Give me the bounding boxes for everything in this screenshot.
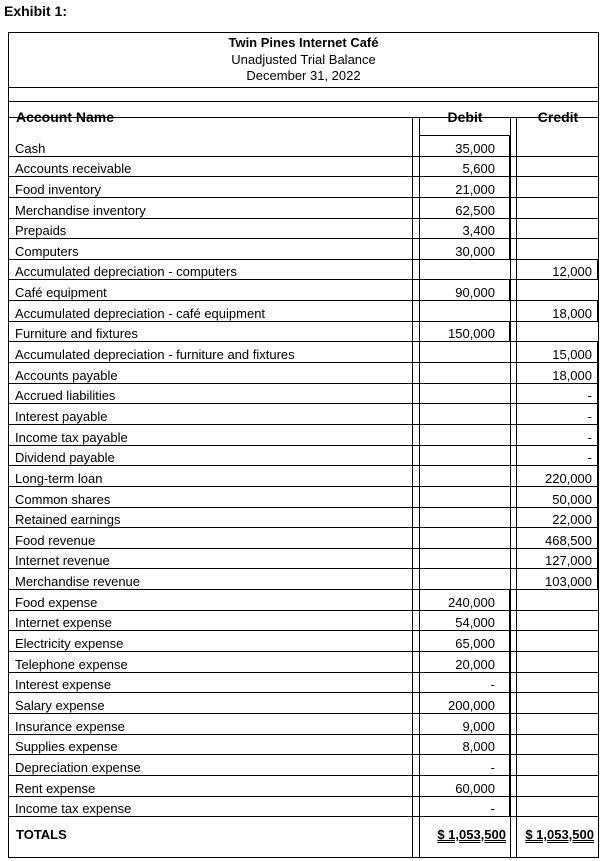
- account-rows: [9, 136, 598, 817]
- table-row: [9, 652, 598, 673]
- table-row: [9, 322, 598, 343]
- table-row: [9, 611, 598, 632]
- table-row: [9, 157, 598, 178]
- credit-amount: 127,000: [545, 553, 592, 569]
- credit-amount: 22,000: [552, 512, 592, 528]
- debit-amount: 62,500: [455, 202, 495, 218]
- statement-title: Unadjusted Trial Balance: [231, 51, 376, 67]
- debit-amount: -: [490, 801, 495, 817]
- account-name: Computers: [15, 243, 79, 259]
- credit-amount: 468,500: [545, 532, 592, 548]
- debit-amount: -: [490, 759, 495, 775]
- account-name: Prepaids: [15, 223, 67, 239]
- totals-debit: $ 1,053,500: [437, 827, 506, 842]
- debit-amount: 30,000: [455, 243, 495, 259]
- account-name: Income tax expense: [15, 801, 132, 817]
- account-name: Supplies expense: [15, 739, 118, 755]
- debit-amount: 9,000: [462, 718, 495, 734]
- table-row: [9, 239, 598, 260]
- account-name: Merchandise revenue: [15, 574, 141, 590]
- account-name: Cash: [15, 140, 46, 156]
- account-name: Café equipment: [15, 285, 107, 301]
- trial-balance-table: [8, 32, 599, 858]
- account-name: Rent expense: [15, 780, 96, 796]
- table-row: [9, 404, 598, 425]
- account-name: Insurance expense: [15, 718, 125, 734]
- table-row: [9, 569, 598, 590]
- account-name: Accumulated depreciation - furniture and fixtures: [15, 347, 295, 363]
- table-row: [9, 755, 598, 776]
- table-row: [9, 177, 598, 198]
- header-divider: [9, 87, 598, 88]
- table-row: [9, 280, 598, 301]
- table-row: [9, 673, 598, 694]
- credit-amount: 18,000: [552, 305, 592, 321]
- credit-amount: -: [587, 388, 592, 404]
- credit-amount: -: [587, 429, 592, 445]
- table-row: [9, 776, 598, 797]
- table-row: [9, 260, 598, 281]
- account-name: Food revenue: [15, 532, 96, 548]
- account-name: Accounts receivable: [15, 161, 132, 177]
- debit-amount: 54,000: [455, 615, 495, 631]
- column-header-debit: Debit: [447, 109, 483, 125]
- table-row: [9, 631, 598, 652]
- table-row: [9, 528, 598, 549]
- table-row: [9, 446, 598, 467]
- account-name: Telephone expense: [15, 656, 128, 672]
- table-row: [9, 590, 598, 611]
- debit-amount: 8,000: [462, 739, 495, 755]
- debit-amount: 90,000: [455, 285, 495, 301]
- account-name: Income tax payable: [15, 429, 128, 445]
- spacer-divider: [9, 101, 598, 102]
- table-row: [9, 508, 598, 529]
- table-row: [9, 342, 598, 363]
- credit-amount: 15,000: [552, 347, 592, 363]
- credit-amount: -: [587, 408, 592, 424]
- account-name: Dividend payable: [15, 450, 115, 466]
- table-row: [9, 219, 598, 240]
- debit-amount: 240,000: [448, 594, 495, 610]
- debit-amount: 60,000: [455, 780, 495, 796]
- account-name: Accumulated depreciation - computers: [15, 264, 237, 280]
- debit-amount: 20,000: [455, 656, 495, 672]
- account-name: Electricity expense: [15, 636, 124, 652]
- account-name: Furniture and fixtures: [15, 326, 138, 342]
- account-name: Long-term loan: [15, 470, 103, 486]
- totals-credit: $ 1,053,500: [525, 827, 594, 842]
- table-row: [9, 425, 598, 446]
- debit-amount: 200,000: [448, 697, 495, 713]
- credit-amount: -: [587, 450, 592, 466]
- table-row: [9, 466, 598, 487]
- account-name: Food inventory: [15, 181, 101, 197]
- credit-amount: 220,000: [545, 470, 592, 486]
- table-row: [9, 714, 598, 735]
- account-name: Food expense: [15, 594, 98, 610]
- account-name: Interest payable: [15, 408, 108, 424]
- company-name: Twin Pines Internet Café: [228, 35, 379, 50]
- totals-row: [9, 825, 598, 849]
- credit-amount: 103,000: [545, 574, 592, 590]
- debit-amount: 65,000: [455, 636, 495, 652]
- account-name: Accrued liabilities: [15, 388, 116, 404]
- statement-date: December 31, 2022: [246, 68, 361, 83]
- table-row: [9, 136, 598, 157]
- debit-amount: -: [490, 677, 495, 693]
- account-name: Salary expense: [15, 697, 105, 713]
- table-row: [9, 693, 598, 714]
- exhibit-label: Exhibit 1:: [4, 3, 68, 19]
- debit-amount: 3,400: [462, 223, 495, 239]
- account-name: Merchandise inventory: [15, 202, 146, 218]
- account-name: Accumulated depreciation - café equipment: [15, 305, 266, 321]
- table-row: [9, 198, 598, 219]
- table-row: [9, 363, 598, 384]
- totals-label: TOTALS: [16, 827, 67, 842]
- debit-amount: 5,600: [462, 161, 495, 177]
- account-name: Internet expense: [15, 615, 112, 631]
- column-header-account-name: Account Name: [16, 109, 115, 125]
- table-header: [9, 35, 598, 85]
- table-row: [9, 797, 598, 818]
- table-row: [9, 487, 598, 508]
- account-name: Common shares: [15, 491, 111, 507]
- account-name: Internet revenue: [15, 553, 110, 569]
- credit-amount: 12,000: [552, 264, 592, 280]
- account-name: Accounts payable: [15, 367, 118, 383]
- account-name: Retained earnings: [15, 512, 121, 528]
- account-name: Depreciation expense: [15, 759, 141, 775]
- table-row: [9, 549, 598, 570]
- debit-amount: 150,000: [448, 326, 495, 342]
- account-name: Interest expense: [15, 677, 112, 693]
- column-header-credit: Credit: [537, 109, 579, 125]
- table-row: [9, 301, 598, 322]
- debit-amount: 35,000: [455, 140, 495, 156]
- table-row: [9, 384, 598, 405]
- credit-amount: 50,000: [552, 491, 592, 507]
- table-row: [9, 735, 598, 756]
- credit-amount: 18,000: [552, 367, 592, 383]
- debit-amount: 21,000: [455, 181, 495, 197]
